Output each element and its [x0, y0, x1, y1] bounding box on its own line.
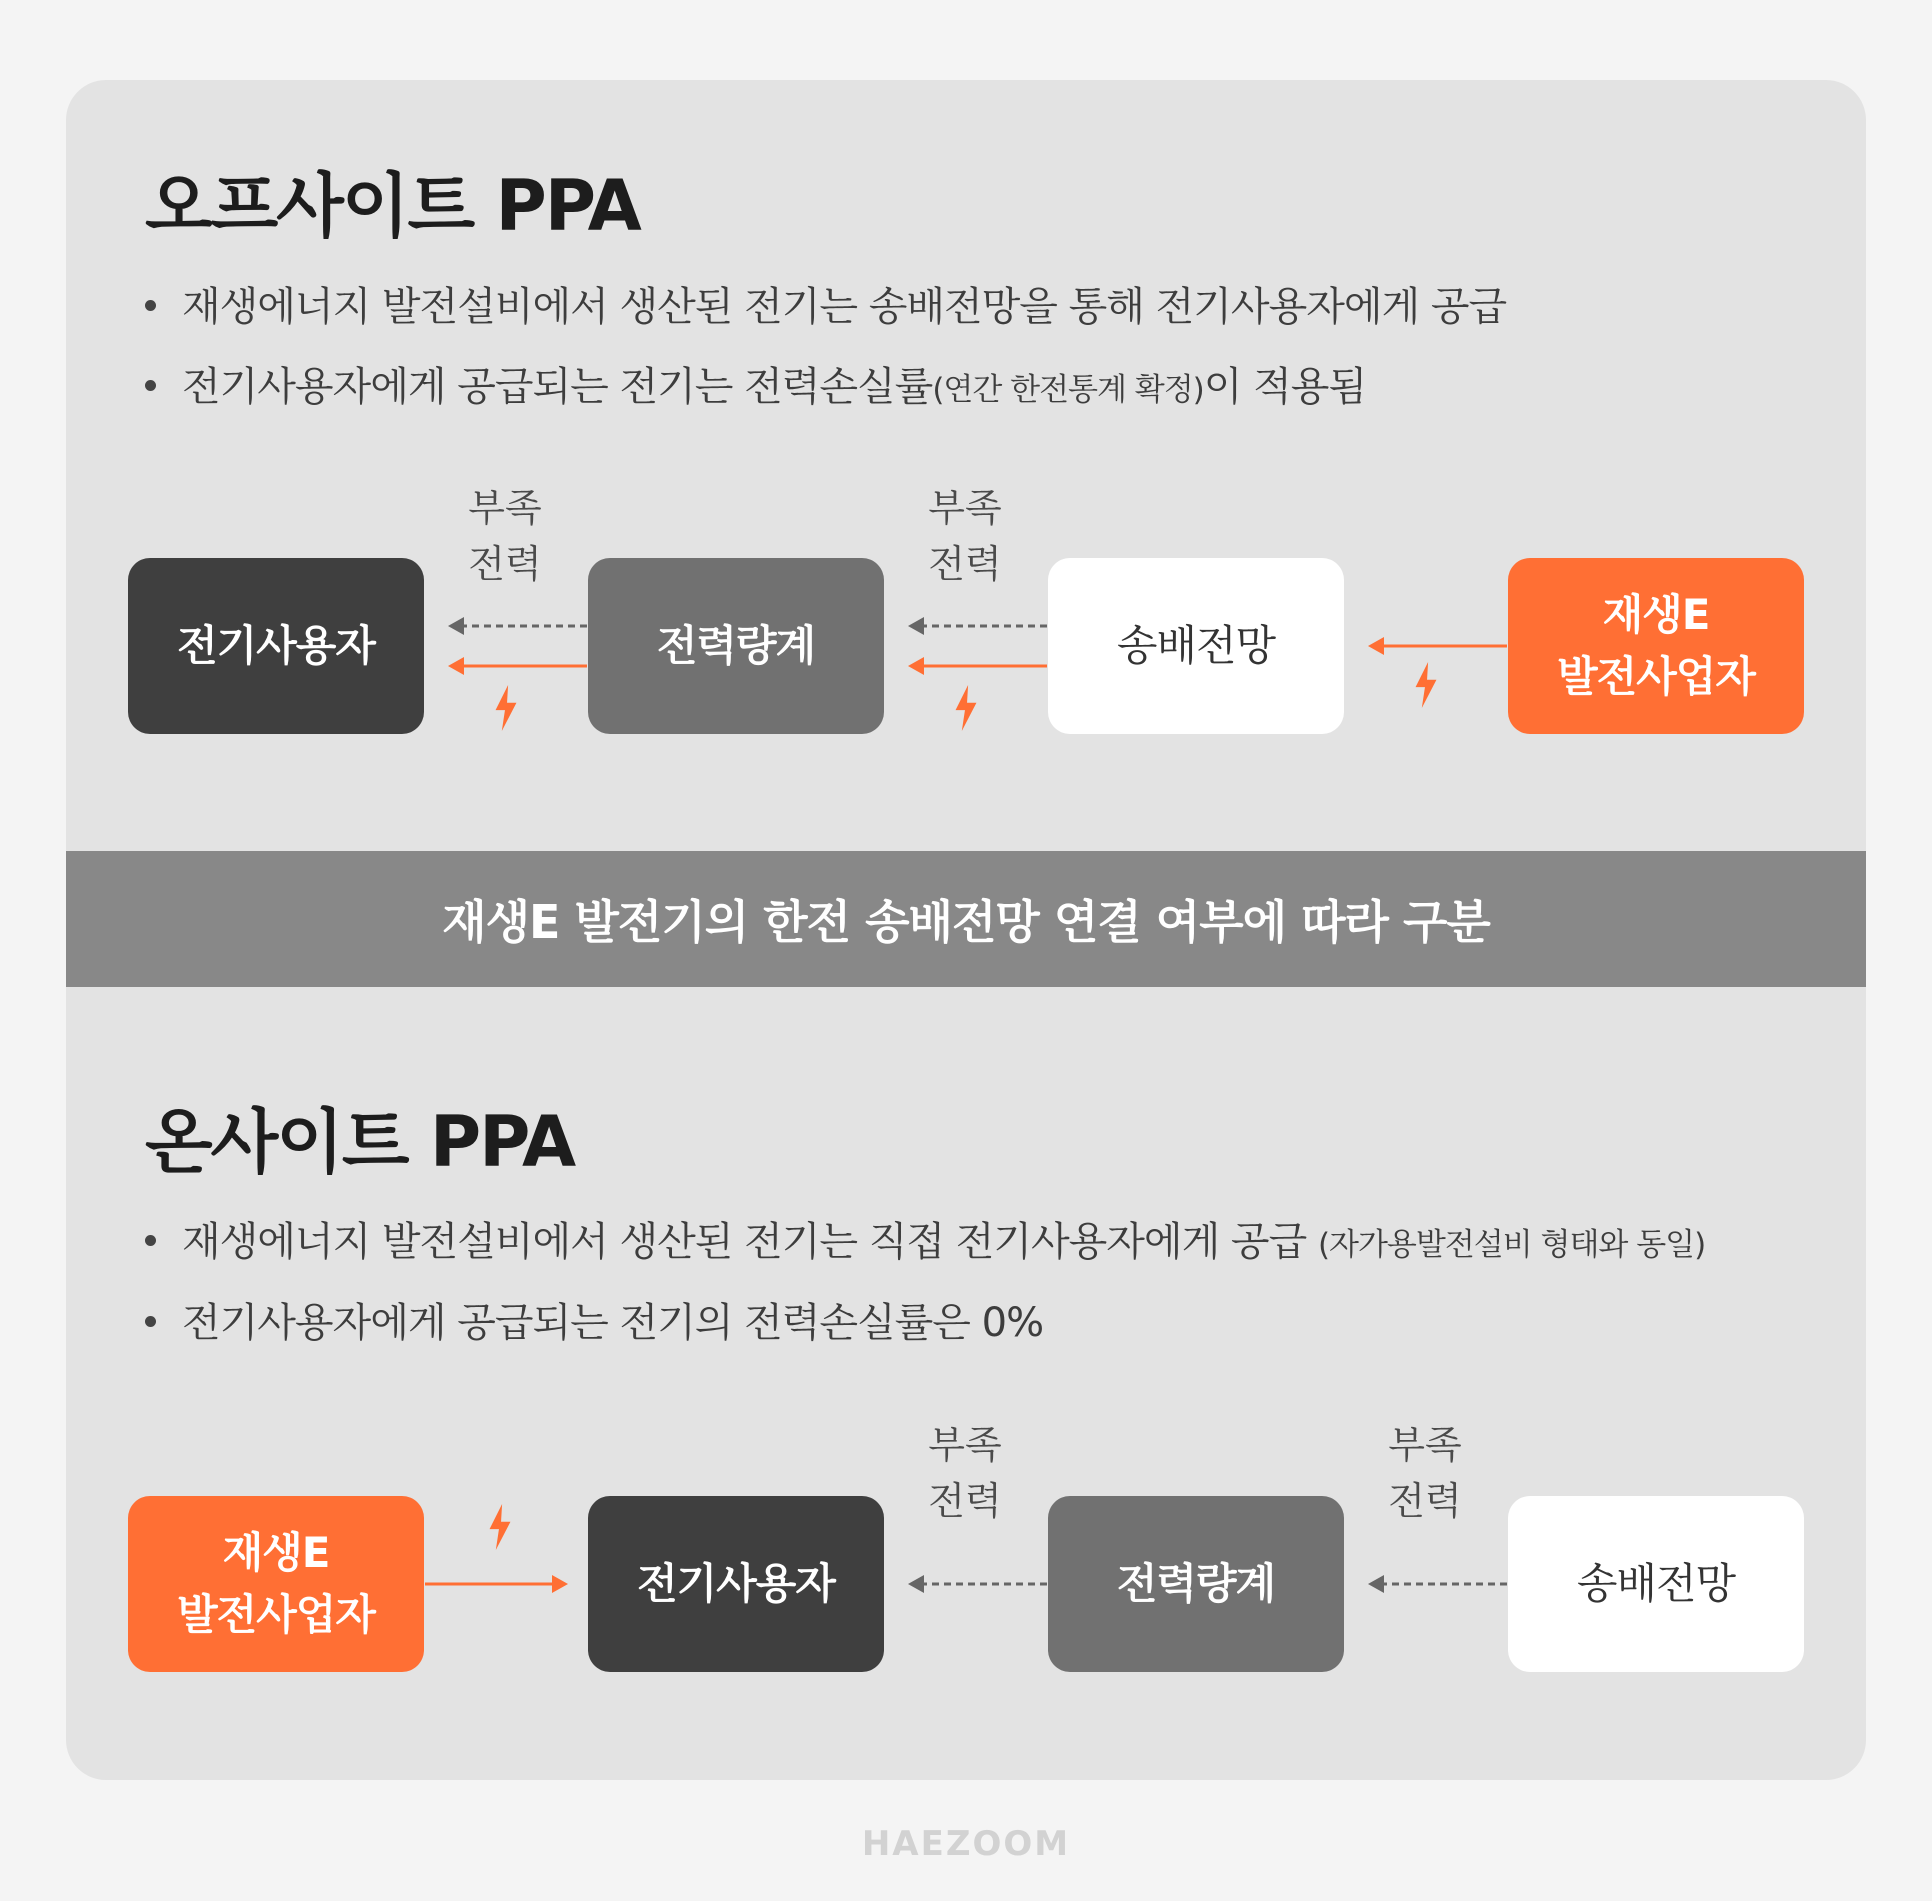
arrow-left-icon [448, 657, 587, 675]
offsite-title: 오프사이트 PPA [145, 165, 640, 247]
lightning-icon [956, 685, 977, 731]
flow-arrows [66, 80, 1866, 1780]
shortage-label: 부족 전력 [928, 486, 1002, 586]
shortage-label: 부족 전력 [468, 486, 542, 586]
onsite-producer-node: 재생E 발전사업자 [128, 1496, 424, 1672]
lightning-icon [490, 1504, 511, 1550]
offsite-grid-node: 송배전망 [1048, 558, 1344, 734]
dashed-arrow-left-icon [908, 1575, 1047, 1593]
dashed-arrow-left-icon [448, 617, 587, 635]
divider-text: 재생E 발전기의 한전 송배전망 연결 여부에 따라 구분 [442, 895, 1490, 949]
lightning-icon [496, 685, 517, 731]
dashed-arrow-left-icon [908, 617, 1047, 635]
ppa-card [66, 80, 1866, 1780]
onsite-title: 온사이트 PPA [145, 1101, 575, 1183]
lightning-icon [1416, 662, 1437, 708]
bullet-note: (자가용발전설비 형태와 동일) [1317, 1227, 1706, 1263]
onsite-grid-node: 송배전망 [1508, 1496, 1804, 1672]
arrow-right-icon [425, 1575, 568, 1593]
arrow-left-icon [908, 657, 1047, 675]
offsite-producer-node: 재생E 발전사업자 [1508, 558, 1804, 734]
bullet-text: 전기사용자에게 공급되는 전기는 전력손실률 [182, 364, 933, 410]
offsite-user-node: 전기사용자 [128, 558, 424, 734]
bullet-text: 전기사용자에게 공급되는 전기의 전력손실률은 0% [182, 1300, 1044, 1346]
brand-logo: HAEZOOM [861, 1824, 1071, 1864]
bullet-text-tail: 이 적용됨 [1203, 364, 1367, 410]
shortage-label: 부족 전력 [1388, 1423, 1462, 1523]
dashed-arrow-left-icon [1368, 1575, 1507, 1593]
onsite-user-node: 전기사용자 [588, 1496, 884, 1672]
bullet-text: 재생에너지 발전설비에서 생산된 전기는 직접 전기사용자에게 공급 [182, 1219, 1318, 1265]
onsite-meter-node: 전력량계 [1048, 1496, 1344, 1672]
bullet-note: (연간 한전통계 확정) [932, 372, 1204, 408]
shortage-label: 부족 전력 [928, 1423, 1002, 1523]
arrow-left-icon [1368, 637, 1507, 655]
bullet-text: 재생에너지 발전설비에서 생산된 전기는 송배전망을 통해 전기사용자에게 공급 [182, 284, 1507, 330]
offsite-meter-node: 전력량계 [588, 558, 884, 734]
